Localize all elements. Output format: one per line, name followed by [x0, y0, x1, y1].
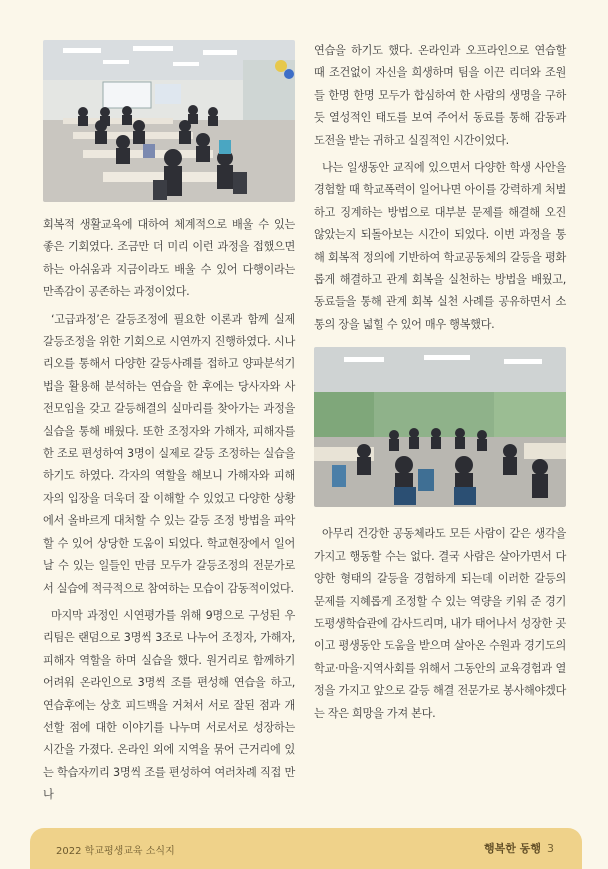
paragraph-1: 회복적 생활교육에 대하여 체계적으로 배울 수 있는 좋은 기회였다. 조금만 더 미리 이런 과정을 접했으면 하는 아쉬움과 지금이라도 배울 수 있어 다행이라는 만족감이 공존하는 과정이었다.	[43, 218, 295, 299]
circle-discussion-photo	[314, 347, 566, 507]
section-label: 행복한 동행	[484, 842, 541, 855]
paragraph-3: 마지막 과정인 시연평가를 위해 9명으로 구성된 우리팀은 랜덤으로 3명씩 3조로 나누어 조정자, 가해자, 피해자 역할을 하며 실습을 했다. 원거리로 함께하기 어려워 온라인으로 3명씩 조를 편성해 연습을 하고, 연습후에는 상호 피드백을 거쳐서 서로 잘된 점과 개선할 점에 대한 이야기를 나누며 서로서로 성장하는 시간을 가졌다. 온라인 외에 지역을 묶어 근거리에 있는 학습자끼리 3명씩 조를 편성하여 여러차례 직접 만나	[43, 608, 295, 802]
section-title	[484, 840, 554, 856]
classroom-training-photo	[43, 40, 295, 202]
right-column	[314, 40, 566, 730]
page-number: 3	[547, 842, 554, 855]
paragraph-2: ‘고급과정’은 갈등조정에 필요한 이론과 함께 실제 갈등조정을 위한 기회으로 시연까지 진행하였다. 시나리오를 통해서 다양한 갈등사례를 접하고 양파분석기법을 활용해 분석하는 연습을 한 후에는 당사자와 사전모임을 갖고 갈등해결의 실마리를 찾아가는 과정을 실습을 통해 배웠다. 또한 조정자와 가해자, 피해자를 한 조로 편성하여 3명이 실제로 갈등 조정하는 실습을 하기도 하였다. 각자의 역할을 해보니 가해자와 피해자의 입장을 더욱더 잘 이해할 수 있었고 다양한 상황에서 올바르게 대처할 수 있는 갈등 조정 방법을 파악할 수 있어 상당한 도움이 되었다. 학교현장에서 일어날 수 있는 일들인 만큼 모두가 갈등조정의 전문가로서 실습에 적극적으로 참여하는 모습이 감동적이었다.	[43, 312, 295, 595]
left-column	[43, 40, 295, 812]
paragraph-5: 나는 일생동안 교직에 있으면서 다양한 학생 사안을 경험할 때 학교폭력이 일어나면 아이를 강력하게 처벌하고 징계하는 방법으로 대부분 문제를 해결해 오진 않았는지 되돌아보는 시간이 되었다. 이번 과정을 통해 회복적 정의에 기반하여 학교공동체의 갈등을 평화롭게 해결하고 관계 회복을 실천하는 방법을 배웠고, 동료들을 통해 관계 회복 실천 사례를 공유하면서 소통의 장을 넓힐 수 있어 매우 행복했다.	[314, 161, 566, 331]
paragraph-6: 아무리 건강한 공동체라도 모든 사람이 같은 생각을 가지고 행동할 수는 없다. 결국 사람은 살아가면서 다양한 형태의 갈등을 경험하게 되는데 이러한 갈등의 문제를 지혜롭게 조정할 수 있는 역량을 키워 준 경기도평생학습관에 감사드리며, 내가 태어나서 성장한 곳이고 평생동안 도움을 받으며 살아온 수원과 경기도의 학교·마을·지역사회를 위해서 그동안의 교육경험과 열정을 가지고 앞으로 갈등 해결 전문가로 봉사해야겠다는 작은 희망을 가져 본다.	[314, 527, 566, 720]
paragraph-4: 연습을 하기도 했다. 온라인과 오프라인으로 연습할 때 조건없이 자신을 희생하며 팀을 이끈 리더와 조원들 한명 한명 모두가 합심하여 한 사람의 생명을 구하듯 열성적인 태도를 보여 주어서 동료를 통해 감동과 도전을 받는 귀하고 실질적인 시간이었다.	[314, 44, 566, 147]
footer-band	[30, 828, 582, 869]
newsletter-title: 2022 학교평생교육 소식지	[56, 846, 175, 857]
